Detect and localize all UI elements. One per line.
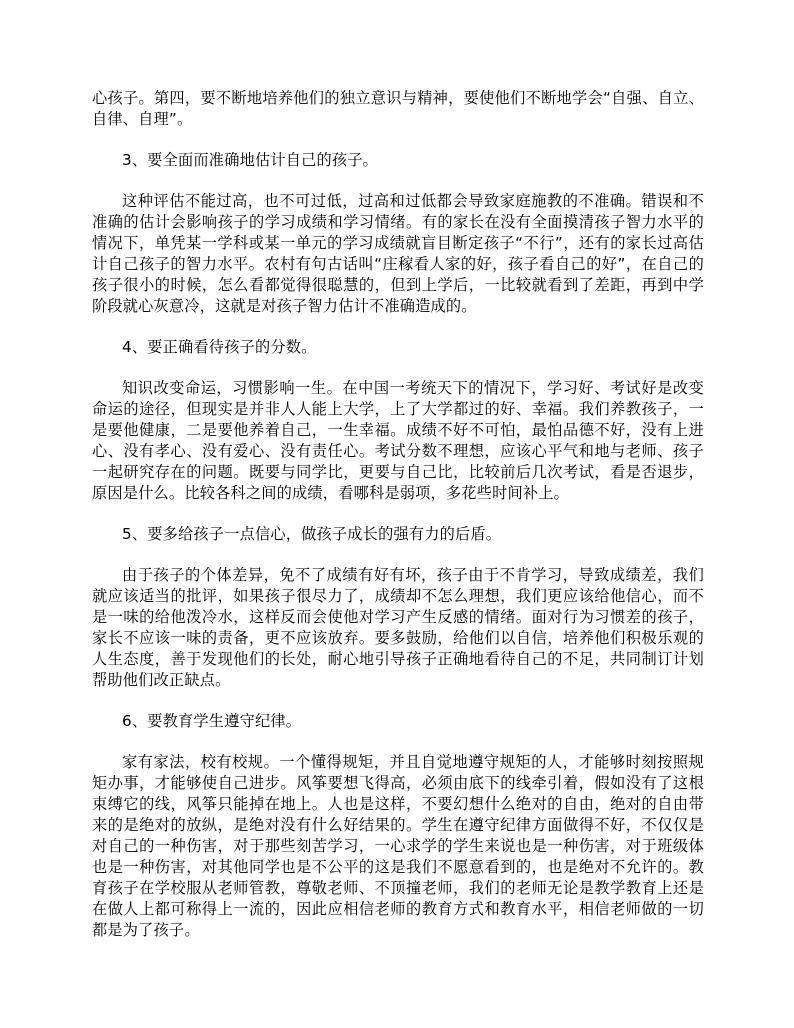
paragraph-section-6: 家有家法，校有校规。一个懂得规矩，并且自觉地遵守规矩的人，才能够时刻按照规矩办事，才能够使自己进步。风筝要想飞得高，必须由底下的线牵引着，假如没有了这根束缚它的线，风筝只能掉在地上。人也是这样，不要幻想什么绝对的自由，绝对的自由带来的是绝对的放纵，是绝对没有什么好结果的。学生在遵守纪律方面做得不好，不仅仅是对自己的一种伤害，对于那些刻苦学习，一心求学的学生来说也是一种伤害，对于班级体也是一种伤害，对其他同学也是不公平的这是我们不愿意看到的，也是绝对不允许的。教育孩子在学校服从老师管教，尊敬老师、不顶撞老师，我们的老师无论是教学教育上还是在做人上都可称得上一流的，因此应相信老师的教育方式和教育水平，相信老师做的一切都是为了孩子。 — [92, 753, 704, 939]
section-heading-4: 4、要正确看待孩子的分数。 — [122, 338, 317, 356]
paragraph-continued: 心孩子。第四，要不断地培养他们的独立意识与精神，要使他们不断地学会“自强、自立、自律、自理”。 — [92, 89, 704, 128]
paragraph-section-5: 由于孩子的个体差异，免不了成绩有好有坏，孩子由于不肯学习，导致成绩差，我们就应该适当的批评，如果孩子很尽力了，成绩却不怎么理想，我们更应该给他信心，而不是一味的给他泼冷水，这样反而会使他对学习产生反感的情绪。面对行为习惯差的孩子，家长不应该一味的责备，更不应该放弃。要多鼓励，给他们以自信，培养他们积极乐观的人生态度，善于发现他们的长处，耐心地引导孩子正确地看待自己的不足，共同制订计划帮助他们改正缺点。 — [92, 566, 704, 689]
section-heading-3: 3、要全面而准确地估计自己的孩子。 — [122, 151, 379, 169]
paragraph-section-4: 知识改变命运，习惯影响一生。在中国一考统天下的情况下，学习好、考试好是改变命运的途径，但现实是并非人人能上大学，上了大学都过的好、幸福。我们养教孩子，一是要他健康，二是要他养着自己，一生幸福。成绩不好不可怕，最怕品德不好，没有上进心、没有孝心、没有爱心、没有责任心。考试分数不理想，应该心平气和地与老师、孩子一起研究存在的问题。既要与同学比，更要与自己比，比较前后几次考试，看是否退步，原因是什么。比较各科之间的成绩，看哪科是弱项，多花些时间补上。 — [92, 379, 704, 502]
section-heading-5: 5、要多给孩子一点信心，做孩子成长的强有力的后盾。 — [122, 525, 502, 543]
document-page — [92, 88, 704, 961]
paragraph-section-3: 这种评估不能过高，也不可过低，过高和过低都会导致家庭施教的不准确。错误和不准确的估计会影响孩子的学习成绩和学习情绪。有的家长在没有全面摸清孩子智力水平的情况下，单凭某一学科或某一单元的学习成绩就盲目断定孩子“不行”，还有的家长过高估计自己孩子的智力水平。农村有句古话叫“庄稼看人家的好，孩子看自己的好”，在自己的孩子很小的时候，怎么看都觉得很聪慧的，但到上学后，一比较就看到了差距，再到中学阶段就心灰意冷，这就是对孩子智力估计不准确造成的。 — [92, 192, 704, 315]
section-heading-6: 6、要教育学生遵守纪律。 — [122, 712, 302, 730]
